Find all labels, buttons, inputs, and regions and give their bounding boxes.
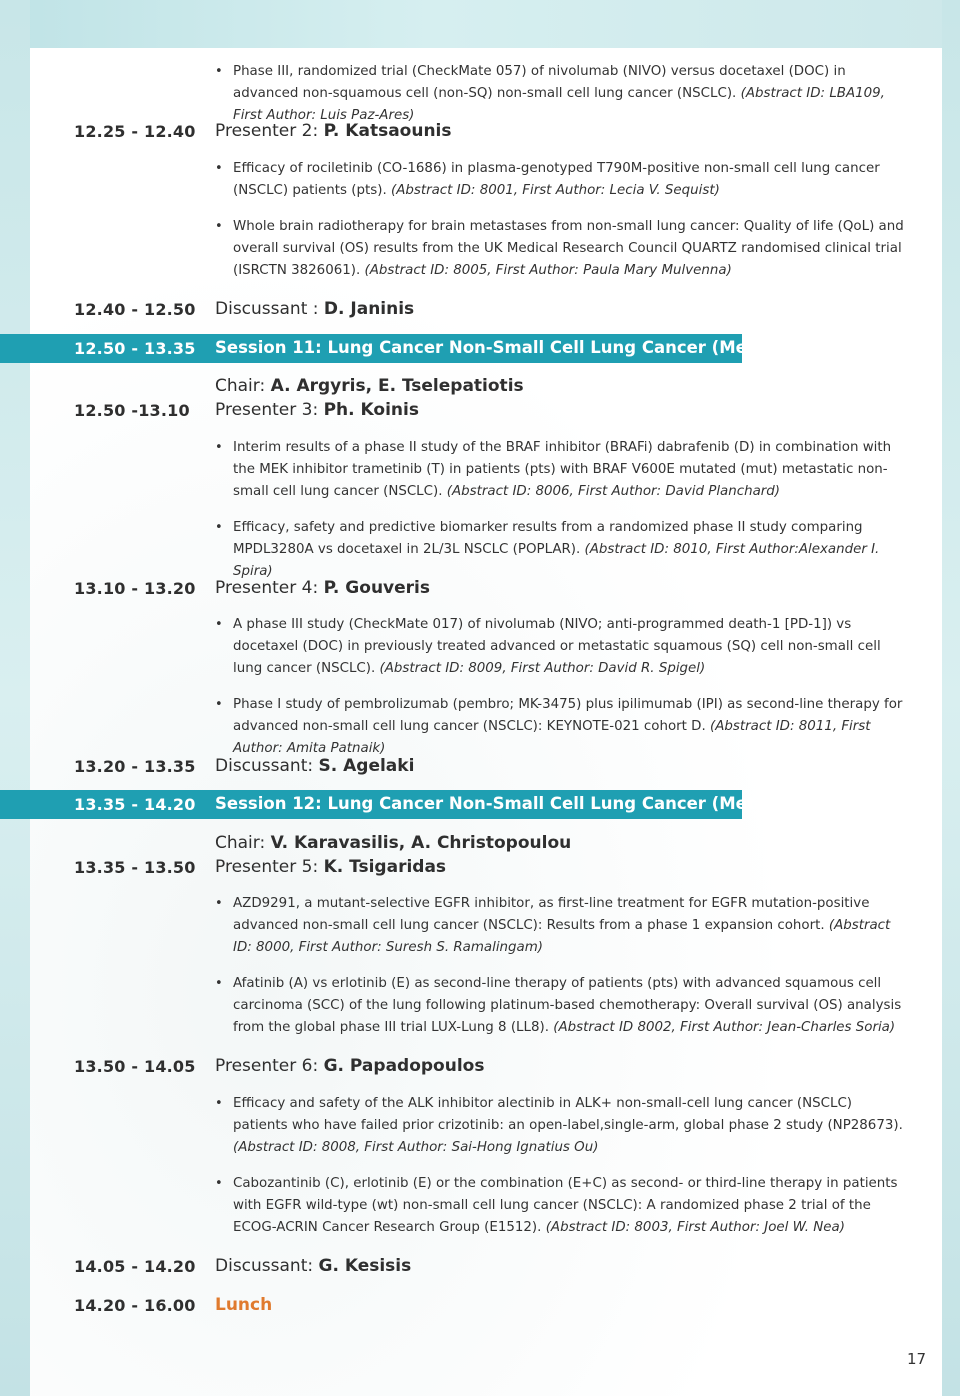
abstract-reference: (Abstract ID: 8000, First Author: Suresh S. Ramalingam) <box>233 918 891 955</box>
person-name: K. Tsigaridas <box>323 857 447 877</box>
abstract-bullet <box>215 1093 905 1159</box>
abstract-reference: (Abstract ID: LBA109, First Author: Luis Paz-Ares) <box>233 86 885 123</box>
abstract-title: Interim results of a phase II study of the BRAF inhibitor (BRAFi) dabrafenib (D) in combination with the MEK inhibitor trametinib (T) in patients (pts) with BRAF V600E mutated (mut) metastatic non-small cell lung cancer (NSCLC). <box>233 440 892 499</box>
discussant-line <box>215 1256 411 1276</box>
abstract-bullet <box>215 973 905 1039</box>
role-label: Discussant: <box>215 1256 314 1276</box>
discussant-line <box>215 756 414 776</box>
abstract-reference: (Abstract ID 8002, First Author: Jean-Charles Soria) <box>553 1020 896 1035</box>
bullet-dot: • <box>215 1176 223 1191</box>
bullet-dot: • <box>215 1096 223 1111</box>
decorative-frame-left <box>0 0 30 1396</box>
role-label: Discussant : <box>215 299 319 319</box>
lunch-label: Lunch <box>215 1295 273 1315</box>
person-name: G. Kesisis <box>318 1256 412 1276</box>
abstract-reference: (Abstract ID: 8001, First Author: Lecia V. Sequist) <box>390 183 720 198</box>
role-label: Presenter 2: <box>215 121 319 141</box>
person-name: G. Papadopoulos <box>323 1056 485 1076</box>
person-name: S. Agelaki <box>318 756 415 776</box>
abstract-title: Cabozantinib (C), erlotinib (E) or the combination (E+C) as second- or third-line therapy in patients with EGFR wild-type (wt) non-small cell lung cancer (NSCLC): A randomized phase 2 trial of the ECOG-ACRIN Cancer Research Group (E1512). <box>233 1176 898 1235</box>
role-label: Chair: <box>215 376 266 396</box>
abstract-reference: (Abstract ID: 8006, First Author: David Planchard) <box>446 484 781 499</box>
discussant-line <box>215 299 414 319</box>
abstract-bullet <box>215 437 905 503</box>
bullet-dot: • <box>215 617 223 632</box>
time-slot: 13.10 - 13.20 <box>74 579 196 598</box>
abstract-reference: (Abstract ID: 8003, First Author: Joel W. Nea) <box>545 1220 845 1235</box>
person-name: P. Katsaounis <box>323 121 452 141</box>
role-label: Discussant: <box>215 756 314 776</box>
chair-line <box>215 833 571 853</box>
time-slot: 13.35 - 13.50 <box>74 858 196 877</box>
abstract-bullet <box>215 694 905 760</box>
abstract-reference: (Abstract ID: 8009, First Author: David R. Spigel) <box>379 661 706 676</box>
abstract-reference: (Abstract ID: 8005, First Author: Paula Mary Mulvenna) <box>364 263 732 278</box>
bullet-dot: • <box>215 161 223 176</box>
abstract-title: AZD9291, a mutant-selective EGFR inhibitor, as first-line treatment for EGFR mutation-positive advanced non-small cell lung cancer (NSCLC): Results from a phase 1 expansion cohort. <box>233 896 870 933</box>
abstract-reference: (Abstract ID: 8008, First Author: Sai-Hong Ignatius Ou) <box>233 1140 599 1155</box>
abstract-title: Phase III, randomized trial (CheckMate 057) of nivolumab (NIVO) versus docetaxel (DOC) in advanced non-squamous cell (non-SQ) non-small cell lung cancer (NSCLC). <box>233 64 846 101</box>
person-name: D. Janinis <box>323 299 415 319</box>
session-time: 12.50 - 13.35 <box>74 339 196 358</box>
bullet-dot: • <box>215 219 223 234</box>
bullet-dot: • <box>215 440 223 455</box>
presenter-line <box>215 400 419 420</box>
decorative-frame-top <box>0 0 960 48</box>
time-slot: 13.20 - 13.35 <box>74 757 196 776</box>
decorative-frame-right <box>942 0 960 1396</box>
abstract-bullet <box>215 1173 905 1239</box>
person-name: P. Gouveris <box>323 578 430 598</box>
chair-line <box>215 376 524 396</box>
abstract-title: Efficacy and safety of the ALK inhibitor alectinib in ALK+ non-small-cell lung cancer (NSCLC) patients who have failed prior crizotinib: an open-label,single-arm, global phase 2 study (NP28673). <box>233 1096 903 1133</box>
abstract-bullet <box>215 893 905 959</box>
abstract-bullet <box>215 517 905 583</box>
time-slot: 14.05 - 14.20 <box>74 1257 196 1276</box>
bullet-dot: • <box>215 896 223 911</box>
session-time: 13.35 - 14.20 <box>74 795 196 814</box>
session-title: Session 11: Lung Cancer Non-Small Cell Lung Cancer (Metastatic 2) <box>215 338 843 357</box>
page-number: 17 <box>907 1350 927 1368</box>
bullet-dot: • <box>215 697 223 712</box>
presenter-line <box>215 578 430 598</box>
presenter-line <box>215 1056 484 1076</box>
time-slot: 12.40 - 12.50 <box>74 300 196 319</box>
abstract-reference: (Abstract ID: 8011, First Author: Amita Patnaik) <box>233 719 871 756</box>
time-slot: 12.50 -13.10 <box>74 401 190 420</box>
bullet-dot: • <box>215 64 223 79</box>
session-band <box>0 790 843 819</box>
abstract-bullet <box>215 216 905 282</box>
role-label: Presenter 4: <box>215 578 319 598</box>
abstract-title: Efficacy of rociletinib (CO-1686) in plasma-genotyped T790M-positive non-small cell lung cancer (NSCLC) patients (pts). <box>233 161 880 198</box>
role-label: Presenter 6: <box>215 1056 319 1076</box>
session-band <box>0 334 843 363</box>
abstract-reference: (Abstract ID: 8010, First Author:Alexander I. Spira) <box>233 542 880 579</box>
abstract-title: Phase I study of pembrolizumab (pembro; MK-3475) plus ipilimumab (IPI) as second-line therapy for advanced non-small cell lung cancer (NSCLC): KEYNOTE-021 cohort D. <box>233 697 903 734</box>
bullet-dot: • <box>215 976 223 991</box>
presenter-line <box>215 121 452 141</box>
session-title: Session 12: Lung Cancer Non-Small Cell Lung Cancer (Metastatic 3) <box>215 794 843 813</box>
role-label: Chair: <box>215 833 266 853</box>
presenter-line <box>215 857 446 877</box>
abstract-bullet <box>215 61 905 127</box>
time-slot: 13.50 - 14.05 <box>74 1057 196 1076</box>
time-slot: 12.25 - 12.40 <box>74 122 196 141</box>
time-slot: 14.20 - 16.00 <box>74 1296 196 1315</box>
abstract-title: Efficacy, safety and predictive biomarker results from a randomized phase II study comparing MPDL3280A vs docetaxel in 2L/3L NSCLC (POPLAR). <box>233 520 863 557</box>
person-name: A. Argyris, E. Tselepatiotis <box>270 376 524 396</box>
abstract-bullet <box>215 614 905 680</box>
role-label: Presenter 3: <box>215 400 319 420</box>
person-name: V. Karavasilis, A. Christopoulou <box>270 833 572 853</box>
role-label: Presenter 5: <box>215 857 319 877</box>
abstract-title: Whole brain radiotherapy for brain metastases from non-small lung cancer: Quality of life (QoL) and overall survival (OS) results from the UK Medical Research Council QUARTZ randomised clinical trial (ISRCTN 3826061). <box>233 219 904 278</box>
abstract-title: Afatinib (A) vs erlotinib (E) as second-line therapy of patients (pts) with advanced squamous cell carcinoma (SCC) of the lung following platinum-based chemotherapy: Overall survival (OS) analysis from the global phase III trial LUX-Lung 8 (LL8). <box>233 976 902 1035</box>
bullet-dot: • <box>215 520 223 535</box>
person-name: Ph. Koinis <box>323 400 419 420</box>
abstract-bullet <box>215 158 905 202</box>
abstract-title: A phase III study (CheckMate 017) of nivolumab (NIVO; anti-programmed death-1 [PD-1]) vs docetaxel (DOC) in previously treated advanced or metastatic squamous (SQ) cell non-small cell lung cancer (NSCLC). <box>233 617 881 676</box>
